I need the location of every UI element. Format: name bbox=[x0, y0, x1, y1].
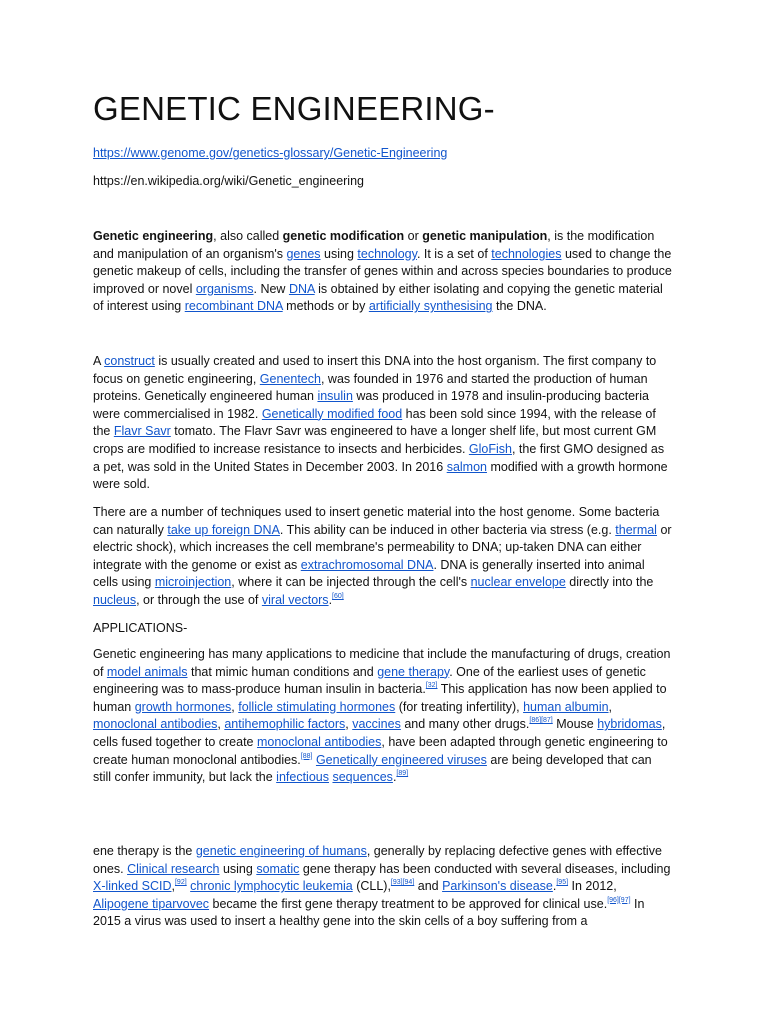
link-parkinsons-disease[interactable]: Parkinson's disease bbox=[442, 879, 553, 894]
wikipedia-url-text: https://en.wikipedia.org/wiki/Genetic_engineering bbox=[93, 174, 364, 188]
link-x-linked-scid[interactable]: X-linked SCID bbox=[93, 879, 172, 894]
link-insulin[interactable]: insulin bbox=[317, 389, 353, 404]
citation-93-94[interactable]: [93][94] bbox=[390, 879, 415, 887]
link-thermal[interactable]: thermal bbox=[615, 522, 657, 537]
link-organisms[interactable]: organisms bbox=[195, 281, 254, 296]
document-title: GENETIC ENGINEERING- bbox=[93, 90, 495, 127]
link-viral-vectors[interactable]: viral vectors bbox=[261, 592, 329, 607]
link-hybridomas[interactable]: hybridomas bbox=[597, 717, 662, 732]
paragraph-definition: Genetic engineering, also called genetic modification or genetic manipulation, is the modification and manipulation of an organism's genes using technology. It is a set of technologies used to change the genetic makeup of cells, including the transfer of genes within and across species boundaries to produce improved or novel organisms. New DNA is obtained by either isolating and copying the genetic material of interest using recombinant DNA methods or by artificially synthesising the DNA. bbox=[93, 229, 672, 314]
link-sequences[interactable]: sequences bbox=[332, 770, 393, 785]
link-microinjection[interactable]: microinjection bbox=[154, 575, 232, 590]
link-monoclonal-antibodies-2[interactable]: monoclonal antibodies bbox=[256, 734, 382, 749]
link-vaccines[interactable]: vaccines bbox=[352, 717, 401, 732]
link-infectious[interactable]: infectious bbox=[276, 770, 329, 785]
link-extrachromosomal-dna[interactable]: extrachromosomal DNA bbox=[300, 557, 434, 572]
link-alipogene-tiparvovec[interactable]: Alipogene tiparvovec bbox=[93, 896, 210, 911]
section-heading-applications: APPLICATIONS- bbox=[93, 621, 188, 635]
link-monoclonal-antibodies[interactable]: monoclonal antibodies bbox=[93, 717, 218, 732]
link-genetic-engineering-of-humans[interactable]: genetic engineering of humans bbox=[195, 844, 367, 858]
paragraph-techniques: There are a number of techniques used to insert genetic material into the host genome. Some bacteria can naturally take up foreign DNA. This ability can be induced in other bacteria via stress (e.g. thermal or electric shock), which increases the cell membrane's permeability to DNA; up-taken DNA can either integrate with the genome or exist as extrachromosomal DNA. DNA is generally inserted into animal cells using microinjection, where it can be injected through the cell's nuclear envelope directly into the nucleus, or through the use of viral vectors.[60] bbox=[93, 505, 672, 607]
citation-92[interactable]: [92] bbox=[174, 879, 187, 887]
citation-95[interactable]: [95] bbox=[556, 879, 569, 887]
link-flavr-savr[interactable]: Flavr Savr bbox=[113, 424, 171, 439]
citation-88[interactable]: [88] bbox=[300, 752, 313, 760]
paragraph-applications: Genetic engineering has many applications to medicine that include the manufacturing of drugs, creation of model animals that mimic human conditions and gene therapy. One of the earliest uses of genetic engineering was to mass-produce human insulin in bacteria.[32] This application has now been applied to human growth hormones, follicle stimulating hormones (for treating infertility), human albumin, monoclonal antibodies, antihemophilic factors, vaccines and many other drugs.[86][87] Mouse hybridomas, cells fused together to create monoclonal antibodies, have been adapted through genetic engineering to create human monoclonal antibodies.[88] Genetically engineered viruses are being developed that can still confer immunity, but lack the infectious sequences.[89] bbox=[93, 647, 671, 785]
citation-60[interactable]: [60] bbox=[332, 592, 344, 600]
link-genetically-engineered-viruses[interactable]: Genetically engineered viruses bbox=[315, 752, 487, 767]
link-human-albumin[interactable]: human albumin bbox=[523, 699, 609, 714]
link-antihemophilic-factors[interactable]: antihemophilic factors bbox=[224, 717, 346, 732]
citation-32[interactable]: [32] bbox=[425, 682, 438, 690]
citation-96-97[interactable]: [96][97] bbox=[607, 896, 631, 904]
genome-gov-link[interactable]: https://www.genome.gov/genetics-glossary/Genetic-Engineering bbox=[93, 146, 448, 160]
link-genentech[interactable]: Genentech bbox=[259, 371, 321, 386]
link-genetically-modified-food[interactable]: Genetically modified food bbox=[261, 406, 403, 421]
citation-86-87[interactable]: [86][87] bbox=[529, 717, 553, 725]
paragraph-history: A construct is usually created and used to insert this DNA into the host organism. The first company to focus on genetic engineering, Genentech, was founded in 1976 and started the production of human proteins. Genetically engineered human insulin was produced in 1978 and insulin-producing bacteria were commercialised in 1982. Genetically modified food has been sold since 1994, with the release of the Flavr Savr tomato. The Flavr Savr was engineered to have a longer shelf life, but most current GM crops are modified to increase resistance to insects and herbicides. GloFish, the first GMO designed as a pet, was sold in the United States in December 2003. In 2016 salmon modified with a growth hormone were sold. bbox=[93, 354, 668, 492]
link-construct[interactable]: construct bbox=[104, 354, 155, 368]
link-salmon[interactable]: salmon bbox=[446, 459, 487, 474]
link-follicle-stimulating-hormones[interactable]: follicle stimulating hormones bbox=[238, 699, 396, 714]
link-technologies[interactable]: technologies bbox=[491, 246, 562, 261]
link-recombinant-dna[interactable]: recombinant DNA bbox=[184, 299, 283, 314]
link-chronic-lymphocytic-leukemia[interactable]: chronic lymphocytic leukemia bbox=[190, 879, 353, 894]
citation-89[interactable]: [89] bbox=[396, 770, 409, 778]
link-glofish[interactable]: GloFish bbox=[468, 441, 512, 456]
link-gene-therapy[interactable]: gene therapy bbox=[377, 664, 450, 679]
link-genes[interactable]: genes bbox=[286, 246, 321, 261]
link-clinical-research[interactable]: Clinical research bbox=[127, 861, 220, 876]
link-dna[interactable]: DNA bbox=[288, 281, 315, 296]
link-technology[interactable]: technology bbox=[357, 246, 417, 261]
link-artificially-synthesising[interactable]: artificially synthesising bbox=[368, 299, 493, 314]
link-somatic[interactable]: somatic bbox=[256, 861, 300, 876]
link-take-up-foreign-dna[interactable]: take up foreign DNA bbox=[167, 522, 280, 537]
link-growth-hormones[interactable]: growth hormones bbox=[134, 699, 232, 714]
paragraph-gene-therapy: ene therapy is the genetic engineering of humans, generally by replacing defective genes with effective ones. Clinical research using somatic gene therapy has been conducted with several diseases, including X-linked SCID,[92] chronic lymphocytic leukemia (CLL),[93][94] and Parkinson's disease.[95] In 2012, Alipogene tiparvovec became the first gene therapy treatment to be approved for clinical use.[96][97] In 2015 a virus was used to insert a healthy gene into the skin cells of a boy suffering from a bbox=[93, 844, 671, 929]
link-nucleus[interactable]: nucleus bbox=[93, 592, 137, 607]
link-model-animals[interactable]: model animals bbox=[106, 664, 188, 679]
link-nuclear-envelope[interactable]: nuclear envelope bbox=[470, 575, 566, 590]
